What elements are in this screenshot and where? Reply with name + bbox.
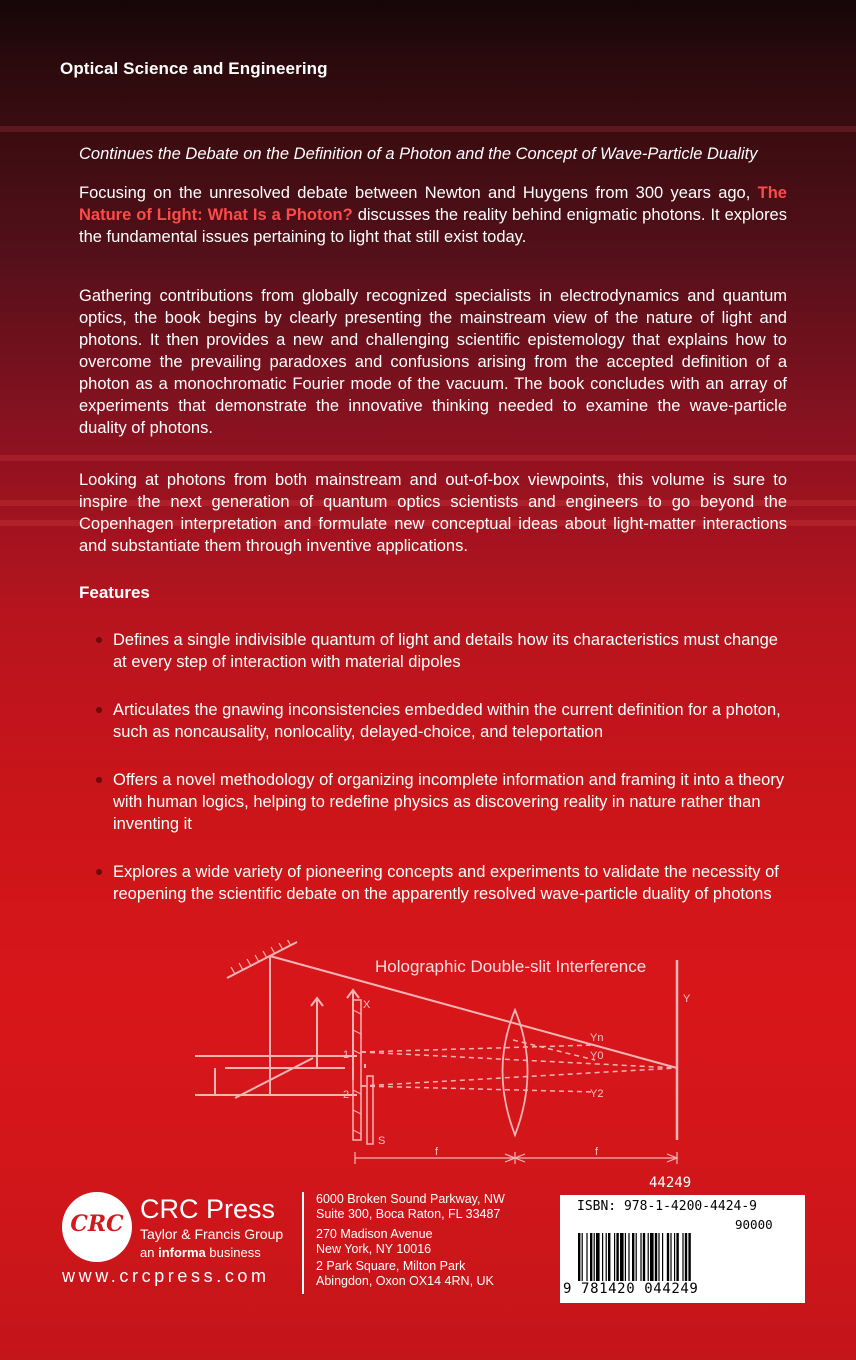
publisher-group: Taylor & Francis Group xyxy=(140,1226,284,1242)
crc-logo xyxy=(62,1192,132,1262)
slit-plate xyxy=(353,1000,361,1140)
catalog-number: 44249 xyxy=(649,1175,692,1191)
barcode-bar xyxy=(586,1233,587,1281)
barcode-bar xyxy=(670,1233,671,1281)
feature-text: Explores a wide variety of pioneering concepts and experiments to validate the necessity of reopening the scientific debate on the apparently resolved wave-particle duality of photons xyxy=(113,863,779,903)
label-f1: f xyxy=(435,1146,439,1158)
crc-logo-text: CRC xyxy=(70,1211,124,1237)
barcode-bars xyxy=(578,1233,788,1281)
label-slit1: 1 xyxy=(343,1049,350,1061)
barcode-bar xyxy=(596,1233,600,1281)
beam-splitter xyxy=(235,1058,313,1098)
feature-text: Offers a novel methodology of organizing incomplete information and framing it into a theory with human logics, helping to redefine physics as discovering reality in nature rather than inventing it xyxy=(113,771,785,833)
barcode-bar xyxy=(640,1233,641,1281)
feature-text: Articulates the gnawing inconsistencies embedded within the current definition for a photon, such as noncausality, nonlocality, delayed-choice, and teleportation xyxy=(113,701,781,741)
decor-band xyxy=(0,126,856,132)
label-y0: Y0 xyxy=(590,1050,604,1062)
barcode-bar xyxy=(578,1233,580,1281)
barcode-bar xyxy=(602,1233,603,1281)
double-slit-diagram xyxy=(195,940,715,1170)
barcode-bar xyxy=(614,1233,615,1281)
barcode-bar xyxy=(682,1233,683,1281)
barcode-bar xyxy=(658,1233,659,1281)
barcode-bar xyxy=(608,1233,610,1281)
intro-post: discusses the reality behind enigmatic photons. It explores the fundamental issues pertaining to light that still exist today. xyxy=(79,206,787,246)
barcode-panel xyxy=(560,1195,805,1303)
publisher-divider xyxy=(302,1192,304,1294)
series-title: Optical Science and Engineering xyxy=(60,59,328,78)
address-block: 6000 Broken Sound Parkway, NW Suite 300, Boca Raton, FL 33487 xyxy=(316,1192,505,1221)
label-yn: Yn xyxy=(590,1032,604,1044)
publisher-business: an informa business xyxy=(140,1245,261,1260)
book-title: The Nature of Light: What Is a Photon? xyxy=(79,184,787,224)
barcode-bar xyxy=(655,1233,657,1281)
barcode-bar xyxy=(674,1233,675,1281)
barcode-bar xyxy=(643,1233,645,1281)
isbn-text: ISBN: 978-1-4200-4424-9 xyxy=(577,1199,758,1214)
barcode-bar xyxy=(676,1233,678,1281)
tagline: Continues the Debate on the Definition of a Photon and the Concept of Wave-Particle Duality xyxy=(79,145,758,163)
feature-item xyxy=(96,769,786,835)
barcode-bar xyxy=(590,1233,592,1281)
label-y2: Y2 xyxy=(590,1088,604,1100)
intro-pre: Focusing on the unresolved debate between Newton and Huygens from 300 years ago, xyxy=(79,184,751,202)
feature-text: Defines a single indivisible quantum of light and details how its characteristics must change at every step of interaction with material dipoles xyxy=(113,631,778,671)
feature-item xyxy=(96,861,786,905)
description-paragraph: Gathering contributions from globally recognized specialists in electrodynamics and quantum optics, the book begins by clearly presenting the mainstream view of the nature of light and photons. It then provides a new and challenging scientific epistemology that explains how to overcome the prevailing paradoxes and confusions arising from the accepted definition of a photon as a monochromatic Fourier mode of the vacuum. The book concludes with an array of experiments that demonstrate the innovative thinking needed to examine the wave-particle duality of photons. xyxy=(79,287,787,437)
label-f2: f xyxy=(595,1146,599,1158)
publisher-name: CRC Press xyxy=(140,1194,276,1224)
diagram-title: Holographic Double-slit Interference xyxy=(375,957,647,976)
address-block: 270 Madison Avenue New York, NY 10016 xyxy=(316,1227,433,1256)
barcode-bar xyxy=(632,1233,634,1281)
barcode-bar xyxy=(628,1233,629,1281)
feature-item xyxy=(96,699,786,743)
barcode-bar xyxy=(685,1233,687,1281)
bullet-icon xyxy=(96,869,102,875)
mirror-hatching xyxy=(231,940,291,974)
barcode-bar xyxy=(650,1233,654,1281)
bullet-icon xyxy=(96,637,102,643)
bullet-icon xyxy=(96,707,102,713)
barcode-bar xyxy=(648,1233,649,1281)
barcode-bar xyxy=(662,1233,663,1281)
feature-item xyxy=(96,629,786,673)
barcode-bar xyxy=(606,1233,607,1281)
label-slit2: 2 xyxy=(343,1089,350,1101)
label-x: X xyxy=(363,999,371,1011)
barcode-bar xyxy=(582,1233,583,1281)
decor-band xyxy=(0,455,856,461)
barcode-bar xyxy=(636,1233,637,1281)
summary-paragraph: Looking at photons from both mainstream and out-of-box viewpoints, this volume is sure to inspire the next generation of quantum optics scientists and engineers to go beyond the Copenhagen interpretation and formulate new conceptual ideas about light-matter interactions and substantiate them through inventive applications. xyxy=(79,471,787,555)
bullet-icon xyxy=(96,777,102,783)
ean-number: 9 781420 044249 xyxy=(563,1281,699,1297)
publisher-url[interactable]: www.crcpress.com xyxy=(62,1266,270,1286)
label-y: Y xyxy=(683,993,691,1005)
features-heading: Features xyxy=(79,583,150,602)
barcode-bar xyxy=(667,1233,669,1281)
price-code: 90000 xyxy=(735,1217,773,1232)
barcode-bar xyxy=(616,1233,618,1281)
label-s: S xyxy=(378,1135,386,1147)
lens xyxy=(503,1010,528,1135)
address-block: 2 Park Square, Milton Park Abingdon, Oxon OX14 4RN, UK xyxy=(316,1259,494,1288)
barcode-bar xyxy=(688,1233,690,1281)
barcode-bar xyxy=(620,1233,624,1281)
barcode-bar xyxy=(594,1233,595,1281)
intro-paragraph xyxy=(79,182,787,248)
barcode-bar xyxy=(625,1233,626,1281)
